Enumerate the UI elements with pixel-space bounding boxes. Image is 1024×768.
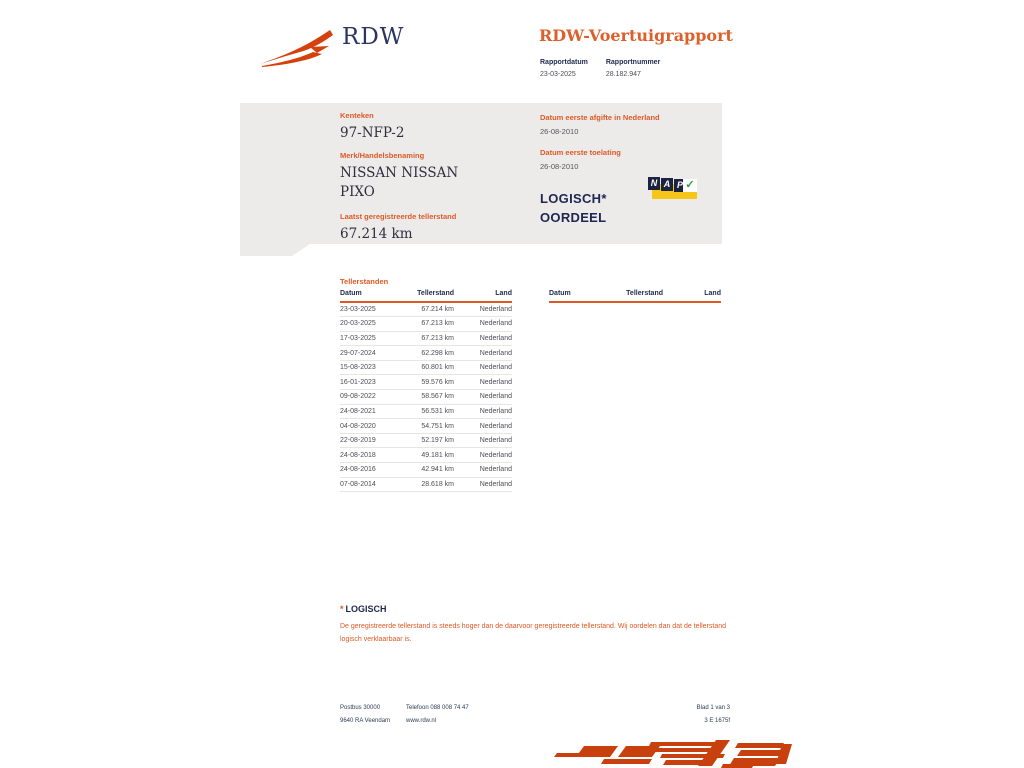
table-cell: Nederland bbox=[454, 477, 512, 492]
footer-address-2: 9640 RA Veendam bbox=[340, 718, 391, 724]
merk-label: Merk/Handelsbenaming bbox=[340, 151, 425, 160]
table-cell: 22-08-2019 bbox=[340, 433, 402, 448]
table-cell: Nederland bbox=[454, 390, 512, 405]
report-number bbox=[606, 58, 660, 78]
table-header bbox=[549, 290, 721, 302]
table-row bbox=[340, 448, 512, 463]
toelating-value: 26-08-2010 bbox=[540, 162, 579, 171]
tellerstanden-table-left bbox=[340, 290, 512, 492]
toelating-label: Datum eerste toelating bbox=[540, 148, 621, 157]
oordeel-line2: OORDEEL bbox=[540, 210, 607, 225]
table-row bbox=[340, 404, 512, 419]
column-header-tellerstand: Tellerstand bbox=[611, 290, 663, 302]
report-meta bbox=[540, 58, 660, 78]
vehicle-summary-panel bbox=[240, 103, 722, 244]
table-cell: 49.181 km bbox=[402, 448, 454, 463]
table-cell: 62.298 km bbox=[402, 346, 454, 361]
table-cell: Nederland bbox=[454, 360, 512, 375]
table-cell: 60.801 km bbox=[402, 360, 454, 375]
table-cell: Nederland bbox=[454, 433, 512, 448]
table-cell: 16-01-2023 bbox=[340, 375, 402, 390]
nap-letter-a: A bbox=[661, 178, 673, 191]
summary-right-column bbox=[540, 113, 720, 227]
merk-value: NISSAN NISSAN PIXO bbox=[340, 165, 459, 200]
tellerstanden-body bbox=[340, 302, 512, 492]
rdw-wordmark: RDW bbox=[342, 24, 405, 50]
table-cell: 67.214 km bbox=[402, 302, 454, 317]
oordeel-line1: LOGISCH* bbox=[540, 191, 607, 206]
table-cell: Nederland bbox=[454, 375, 512, 390]
table-cell: Nederland bbox=[454, 419, 512, 434]
table-cell: 28.618 km bbox=[402, 477, 454, 492]
table-row bbox=[340, 346, 512, 361]
table-cell: Nederland bbox=[454, 317, 512, 332]
table-cell: Nederland bbox=[454, 331, 512, 346]
footer-line-1 bbox=[340, 702, 730, 715]
footer-line-2 bbox=[340, 715, 730, 728]
tellerstanden-section-title: Tellerstanden bbox=[340, 277, 389, 286]
nap-check-icon: ✓ bbox=[683, 179, 697, 192]
table-cell: Nederland bbox=[454, 448, 512, 463]
table-row bbox=[340, 419, 512, 434]
tellerstanden-table-right bbox=[549, 290, 721, 303]
logisch-footnote bbox=[340, 604, 732, 646]
document-title: RDW-Voertuigrapport bbox=[539, 26, 733, 45]
column-header-tellerstand: Tellerstand bbox=[402, 290, 454, 302]
table-row bbox=[340, 331, 512, 346]
table-cell: 23-03-2025 bbox=[340, 302, 402, 317]
page-footer bbox=[340, 702, 730, 728]
table-cell: 04-08-2020 bbox=[340, 419, 402, 434]
table-row bbox=[340, 433, 512, 448]
table-row bbox=[340, 317, 512, 332]
nap-letter-p: P bbox=[674, 179, 686, 192]
column-header-datum: Datum bbox=[340, 290, 402, 302]
kenteken-label: Kenteken bbox=[340, 111, 374, 120]
afgifte-label: Datum eerste afgifte in Nederland bbox=[540, 113, 660, 122]
table-row bbox=[340, 390, 512, 405]
table-cell: 24-08-2018 bbox=[340, 448, 402, 463]
rdw-logo bbox=[256, 26, 404, 70]
column-header-datum: Datum bbox=[549, 290, 611, 302]
report-number-label: Rapportnummer bbox=[605, 59, 661, 66]
report-date-label: Rapportdatum bbox=[540, 59, 588, 66]
table-cell: Nederland bbox=[454, 463, 512, 478]
kenteken-value: 97-NFP-2 bbox=[340, 125, 405, 141]
footer-page-indicator: Blad 1 van 3 bbox=[696, 705, 730, 711]
afgifte-value: 26-08-2010 bbox=[540, 127, 579, 136]
table-header bbox=[340, 290, 512, 302]
table-row bbox=[340, 302, 512, 317]
footnote-title-text: LOGISCH bbox=[345, 604, 387, 614]
table-cell: Nederland bbox=[454, 302, 512, 317]
report-number-value: 28.182.947 bbox=[605, 71, 641, 78]
footer-form-code: 3 E 1675f bbox=[704, 718, 730, 724]
table-cell: Nederland bbox=[454, 404, 512, 419]
footnote-text: De geregistreerde tellerstand is steeds hoger dan de daarvoor geregistreerde tellerstand. Wij oordelen dan dat de tellerstand logisch verklaarbaar is. bbox=[340, 623, 727, 643]
footnote-title bbox=[340, 604, 732, 614]
column-header-land: Land bbox=[454, 290, 512, 302]
table-cell: 09-08-2022 bbox=[340, 390, 402, 405]
rdw-wing-icon bbox=[256, 26, 334, 70]
table-row bbox=[340, 463, 512, 478]
table-cell: 67.213 km bbox=[402, 331, 454, 346]
table-row bbox=[340, 375, 512, 390]
footer-address-1: Postbus 30000 bbox=[340, 705, 381, 711]
column-header-land: Land bbox=[663, 290, 721, 302]
rdw-wing-stripes-graphic bbox=[548, 740, 792, 768]
footnote-asterisk: * bbox=[340, 604, 344, 614]
table-cell: 29-07-2024 bbox=[340, 346, 402, 361]
table-cell: 52.197 km bbox=[402, 433, 454, 448]
table-cell: 24-08-2016 bbox=[340, 463, 402, 478]
table-row bbox=[340, 477, 512, 492]
table-cell: 17-03-2025 bbox=[340, 331, 402, 346]
table-cell: 15-08-2023 bbox=[340, 360, 402, 375]
report-date-value: 23-03-2025 bbox=[540, 71, 576, 78]
table-cell: 67.213 km bbox=[402, 317, 454, 332]
table-cell: 59.576 km bbox=[402, 375, 454, 390]
tellerstand-label: Laatst geregistreerde tellerstand bbox=[340, 212, 457, 221]
table-cell: 56.531 km bbox=[402, 404, 454, 419]
report-date bbox=[540, 58, 588, 78]
tellerstand-value: 67.214 km bbox=[340, 226, 413, 242]
table-cell: Nederland bbox=[454, 346, 512, 361]
footer-phone: Telefoon 088 008 74 47 bbox=[406, 705, 469, 711]
nap-letter-n: N bbox=[648, 177, 660, 190]
table-cell: 24-08-2021 bbox=[340, 404, 402, 419]
table-row bbox=[340, 360, 512, 375]
table-cell: 58.567 km bbox=[402, 390, 454, 405]
footer-website: www.rdw.nl bbox=[406, 718, 437, 724]
summary-left-column bbox=[340, 111, 520, 252]
table-cell: 42.941 km bbox=[402, 463, 454, 478]
table-cell: 20-03-2025 bbox=[340, 317, 402, 332]
table-cell: 54.751 km bbox=[402, 419, 454, 434]
table-cell: 07-08-2014 bbox=[340, 477, 402, 492]
nap-logo bbox=[648, 177, 698, 201]
